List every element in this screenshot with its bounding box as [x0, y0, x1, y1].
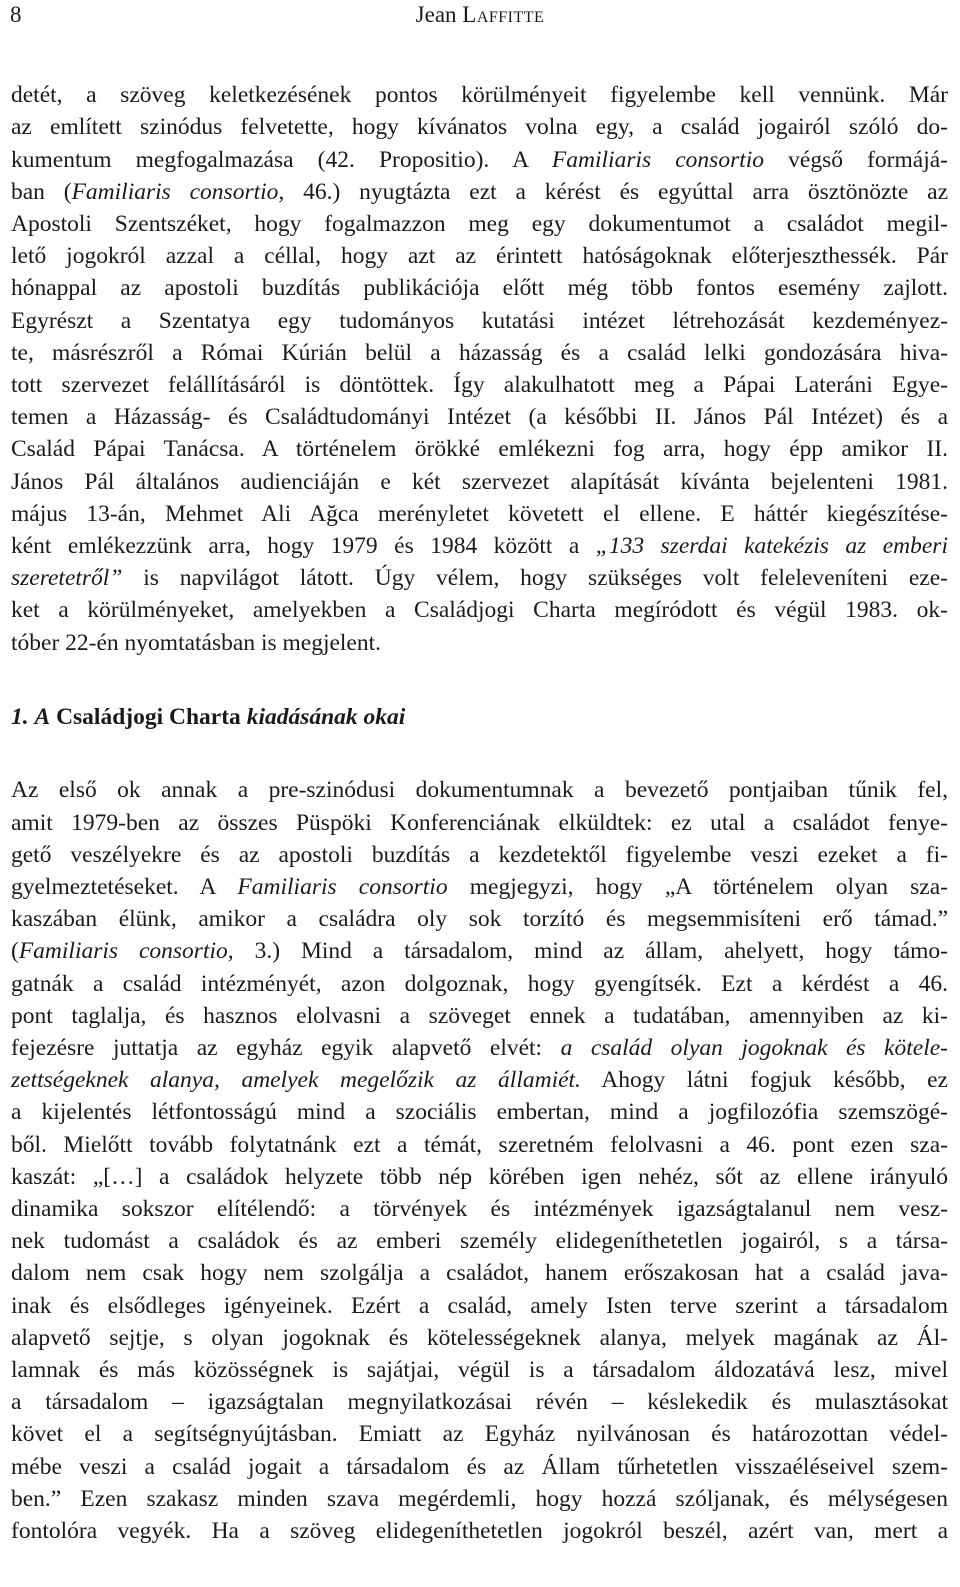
- text-line: szeretetről” is napvilágot látott. Úgy vélem, hogy szükséges volt feleleveníteni eze-: [11, 565, 948, 591]
- text-line: János Pál általános audienciáján e két szervezet alapítását kívánta bejelenteni 1981.: [11, 469, 948, 495]
- text-line: fejezésre juttatja az egyház egyik alapvető elvét: a család olyan jogoknak és kötele-: [11, 1035, 948, 1061]
- text-line: [11, 1547, 948, 1579]
- text-line: zettségeknek alanya, amelyek megelőzik az államiét. Ahogy látni fogjuk később, ez: [11, 1067, 948, 1093]
- text-line: kumentum megfogalmazása (42. Propositio). A Familiaris consortio végső formájá-: [11, 147, 948, 173]
- text-line: alapvető sejtje, s olyan jogoknak és kötelességeknek alanya, melyek magának az Ál-: [11, 1325, 948, 1351]
- section-title-c: kiadásának okai: [246, 704, 406, 730]
- text-line: ben.” Ezen szakasz minden szava megérdemli, hogy hozzá szóljanak, és mélységesen: [11, 1486, 948, 1512]
- author-last-name: Laffitte: [462, 2, 545, 27]
- text-line: lamnak és más közösségnek is sajátjai, végül is a társadalom áldozatává lesz, mivel: [11, 1357, 948, 1383]
- text-line: gatnák a család intézményét, azon dolgoznak, hogy gyengítsék. Ezt a kérdést a 46.: [11, 971, 948, 997]
- text-line: (Familiaris consortio, 3.) Mind a társadalom, mind az állam, ahelyett, hogy támo-: [11, 938, 949, 964]
- text-line: temen a Házasság- és Családtudományi Intézet (a későbbi II. János Pál Intézet) és a: [11, 404, 948, 430]
- text-line: dinamika sokszor elítélendő: a törvények és intézmények igazságtalanul nem vesz-: [11, 1196, 948, 1222]
- text-line: tott szervezet felállításáról is döntöttek. Így alakulhatott meg a Pápai Lateráni Egye-: [11, 372, 948, 398]
- text-line: ket a körülményeket, amelyekben a Családjogi Charta megíródott és végül 1983. ok-: [11, 597, 948, 623]
- text-line: inak és elsődleges igényeinek. Ezért a család, amely Isten terve szerint a társadalom: [11, 1293, 948, 1319]
- text-line: kaszában élünk, amikor a családra oly sok torzító és megsemmisíteni erő támad.”: [11, 906, 948, 932]
- text-line: a társadalom – igazságtalan megnyilatkozásai révén – késlekedik és mulasztásokat: [11, 1389, 948, 1415]
- text-line: kaszát: „[…] a családok helyzete több nép körében igen nehéz, sőt az ellene irányuló: [11, 1164, 948, 1190]
- text-line: az említett szinódus felvetette, hogy kívánatos volna egy, a család jogairól szóló do-: [11, 114, 948, 140]
- text-line: követ el a segítségnyújtásban. Emiatt az Egyház nyilvánosan és határozottan védel-: [11, 1421, 948, 1447]
- section-heading: [11, 701, 948, 733]
- text-line: lető jogokról azzal a céllal, hogy azt az érintett hatóságoknak előterjeszthessék. Pár: [11, 243, 948, 269]
- text-line: hónappal az apostoli buzdítás publikációja előtt még több fontos esemény zajlott.: [11, 275, 948, 301]
- text-line: Egyrészt a Szentatya egy tudományos kutatási intézet létrehozását kezdeményez-: [11, 308, 948, 334]
- text-line: ban (Familiaris consortio, 46.) nyugtázta ezt a kérést és egyúttal arra ösztönözte az: [11, 179, 949, 205]
- running-head-author: [0, 2, 960, 28]
- text-line: dalom nem csak hogy nem szolgálja a családot, hanem erőszakosan hat a család java-: [11, 1260, 948, 1286]
- text-line: detét, a szöveg keletkezésének pontos körülményeit figyelembe kell vennünk. Már: [11, 82, 948, 108]
- page-number: 8: [10, 2, 22, 27]
- text-line: pont taglalja, és hasznos elolvasni a szöveget ennek a tudatában, amennyiben az ki-: [11, 1003, 948, 1029]
- section-title-a: A: [34, 704, 51, 730]
- text-line: Család Pápai Tanácsa. A történelem örökké emlékezni fog arra, hogy épp amikor II.: [11, 436, 948, 462]
- author-first-name: Jean: [415, 2, 457, 27]
- text-line: mébe veszi a család jogait a társadalom és az Állam tűrhetetlen visszaéléseivel szem-: [11, 1454, 948, 1480]
- text-line: ként emlékezzünk arra, hogy 1979 és 1984 között a „133 szerdai katekézis az emberi: [11, 533, 948, 559]
- text-line: Az első ok annak a pre-szinódusi dokumentumnak a bevezető pontjaiban tűnik fel,: [11, 777, 948, 803]
- text-line: te, másrészről a Római Kúrián belül a házasság és a család lelki gondozására hiva-: [11, 340, 948, 366]
- text-line: amit 1979-ben az összes Püspöki Konferenciának elküldtek: ez utal a családot fenye-: [11, 810, 948, 836]
- text-line: tóber 22-én nyomtatásban is megjelent.: [11, 630, 382, 656]
- text-line: május 13-án, Mehmet Ali Ağca merényletet követett el ellene. E háttér kiegészítése-: [11, 501, 948, 527]
- text-line: gető veszélyekre és az apostoli buzdítás a kezdetektől figyelembe veszi ezeket a fi-: [11, 842, 948, 868]
- text-line: nek tudomást a családok és az emberi személy elidegeníthetetlen jogairól, s a társa-: [11, 1228, 948, 1254]
- text-line: fontolóra vegyék. Ha a szöveg elidegeníthetetlen jogokról beszél, azért van, mert a: [11, 1518, 948, 1544]
- text-line: ből. Mielőtt tovább folytatnánk ezt a témát, szeretném felolvasni a 46. pont ezen sza-: [11, 1132, 948, 1158]
- section-number: 1.: [11, 704, 29, 730]
- text-line: a kijelentés létfontosságú mind a szociális embertan, mind a jogfilozófia szemszögé-: [11, 1099, 948, 1125]
- section-title-b: Családjogi Charta: [56, 704, 241, 730]
- text-line: Apostoli Szentszéket, hogy fogalmazzon meg egy dokumentumot a családot megil-: [11, 211, 948, 237]
- text-line: gyelmeztetéseket. A Familiaris consortio megjegyzi, hogy „A történelem olyan sza-: [11, 874, 948, 900]
- running-header: [0, 0, 960, 40]
